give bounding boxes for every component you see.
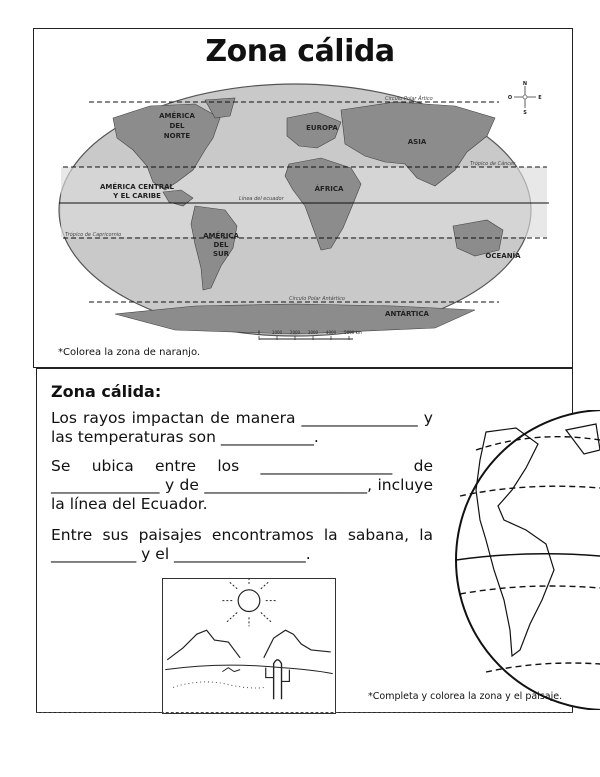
arctic-circle-label: Círculo Polar Ártico bbox=[385, 96, 433, 102]
compass-rose-icon bbox=[508, 81, 542, 116]
label-europe: EUROPA bbox=[306, 124, 338, 132]
scale-4000: 4000 bbox=[325, 330, 337, 335]
compass-o: O bbox=[507, 95, 513, 101]
compass-e: E bbox=[538, 95, 542, 101]
label-south-america-2: DEL bbox=[213, 241, 229, 249]
equator-label: Línea del ecuador bbox=[239, 196, 284, 202]
exercise-paragraph-3: Entre sus paisajes encontramos la sabana, la ___________ y el _________________. bbox=[51, 526, 433, 563]
label-asia: ASIA bbox=[407, 138, 427, 146]
compass-n: N bbox=[522, 81, 528, 87]
exercise-paragraph-1: Los rayos impactan de manera _______________ y las temperaturas son ____________. bbox=[51, 409, 433, 446]
desert-landscape-illustration bbox=[162, 578, 336, 714]
section-title: Zona cálida: bbox=[51, 382, 162, 401]
label-south-america-3: SUR bbox=[212, 250, 230, 258]
label-central-america-2: Y EL CARIBE bbox=[113, 192, 161, 200]
cactus-icon bbox=[274, 660, 282, 699]
scale-2000: 2000 bbox=[289, 330, 301, 335]
label-north-america-2: DEL bbox=[169, 122, 185, 130]
left-mesa bbox=[167, 630, 240, 660]
bottom-cut-line bbox=[36, 712, 573, 713]
compass-s: S bbox=[523, 110, 527, 116]
right-mesa bbox=[264, 630, 331, 658]
label-central-america-1: AMÉRICA CENTRAL bbox=[100, 183, 174, 191]
lizard-icon bbox=[222, 668, 240, 672]
label-africa: ÁFRICA bbox=[314, 185, 344, 193]
label-north-america-3: NORTE bbox=[163, 132, 191, 140]
globe-illustration bbox=[446, 410, 600, 710]
exercise-instruction-note: *Completa y colorea la zona y el paisaje. bbox=[368, 691, 563, 702]
page-title: Zona cálida bbox=[205, 34, 395, 69]
horizon-line bbox=[165, 665, 333, 673]
map-instruction-note: *Colorea la zona de naranjo. bbox=[58, 347, 201, 358]
world-map bbox=[55, 78, 555, 340]
scale-1000: 1000 bbox=[271, 330, 283, 335]
scale-0: 0 bbox=[257, 330, 261, 335]
cactus-arm-right bbox=[282, 670, 290, 682]
tropic-capricorn-label: Trópico de Capricornio bbox=[65, 232, 122, 238]
exercise-paragraph-2: Se ubica entre los _________________ de ______________ y de _____________________, incluye la línea del Ecuador. bbox=[51, 457, 433, 513]
cactus-arm-left bbox=[266, 668, 274, 678]
label-south-america-1: AMÉRICA bbox=[203, 232, 239, 240]
scale-5000: 5000 km bbox=[344, 330, 362, 335]
sun-rays bbox=[220, 579, 277, 626]
label-antarctica: ANTÁRTICA bbox=[385, 310, 429, 318]
label-oceania: OCEANÍA bbox=[485, 252, 521, 260]
label-north-america-1: AMÉRICA bbox=[159, 112, 195, 120]
sun-icon bbox=[238, 590, 260, 612]
scale-3000: 3000 bbox=[307, 330, 319, 335]
antarctic-circle-label: Círculo Polar Antártico bbox=[289, 296, 345, 302]
tropic-cancer-label: Trópico de Cáncer bbox=[470, 161, 516, 167]
ground-texture bbox=[173, 682, 266, 688]
